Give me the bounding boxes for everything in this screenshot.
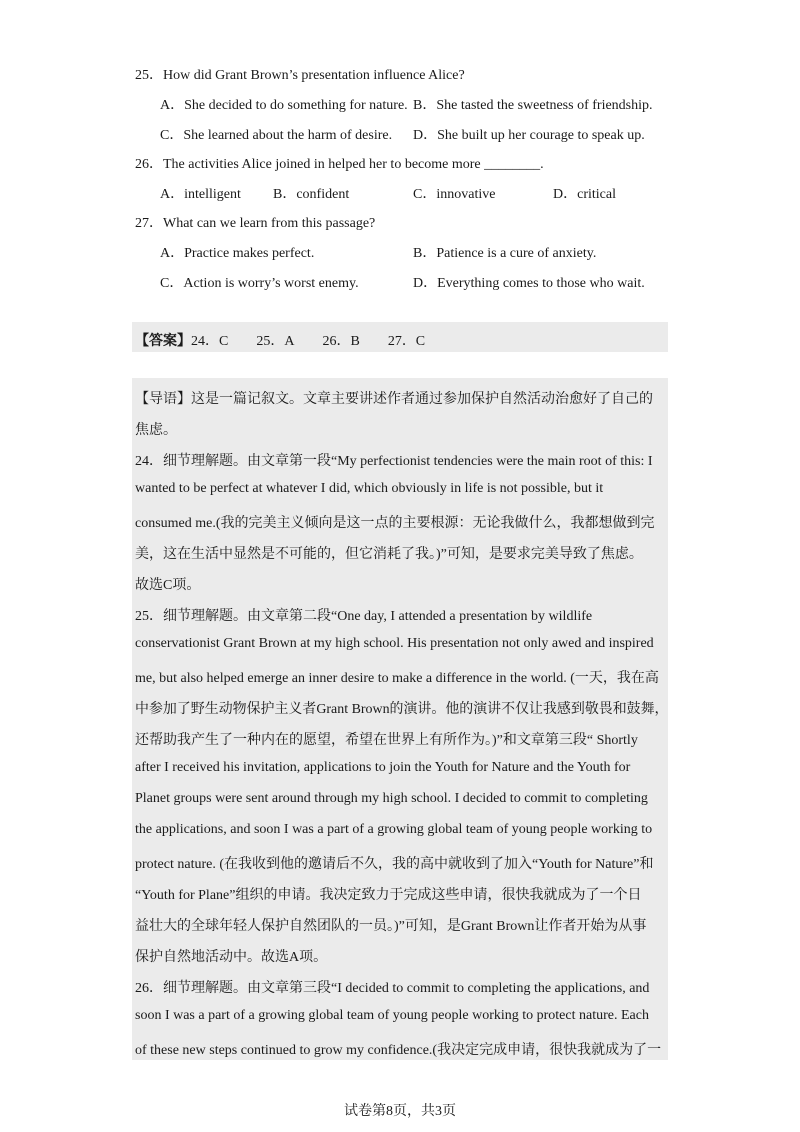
answer-item: 26．B: [322, 334, 360, 349]
answer-line: [135, 330, 425, 350]
option-d: D．Everything comes to those who wait.: [413, 276, 645, 291]
analysis-line: “Youth for Plane”组织的申请。我决定致力于完成这些申请，很快我就成为了一个日: [135, 888, 642, 903]
option-d: D．critical: [553, 187, 616, 202]
analysis-line: 焦虑。: [135, 423, 177, 438]
analysis-line: 美，这在生活中显然是不可能的，但它消耗了我。)”可知，是要求完美导致了焦虑。: [135, 547, 643, 562]
option-a: A．She decided to do something for nature.: [160, 98, 408, 113]
analysis-line: wanted to be perfect at whatever I did, which obviously in life is not possible, but it: [135, 481, 604, 496]
analysis-line: 保护自然地活动中。故选A项。: [135, 950, 328, 965]
option-a: A．Practice makes perfect.: [160, 246, 315, 261]
analysis-line: 故选C项。: [135, 578, 201, 593]
option-b: B．She tasted the sweetness of friendship.: [413, 98, 653, 113]
option-a: A．intelligent: [160, 187, 241, 202]
analysis-line: after I received his invitation, applications to join the Youth for Nature and the Youth for: [135, 760, 631, 775]
option-c: C．She learned about the harm of desire.: [160, 128, 393, 143]
option-c: C．innovative: [413, 187, 496, 202]
analysis-line: 24．细节理解题。由文章第一段“My perfectionist tendencies were the main root of this: I: [135, 454, 653, 469]
answer-item: 24．C: [191, 334, 229, 349]
analysis-line: 25．细节理解题。由文章第二段“One day, I attended a presentation by wildlife: [135, 609, 593, 624]
option-b: B．Patience is a cure of anxiety.: [413, 246, 597, 261]
answer-item: 25．A: [256, 334, 295, 349]
analysis-line: the applications, and soon I was a part of a growing global team of young people working to: [135, 822, 653, 837]
analysis-line: protect nature. (在我收到他的邀请后不久，我的高中就收到了加入“Youth for Nature”和: [135, 857, 654, 872]
analysis-line: conservationist Grant Brown at my high school. His presentation not only awed and inspired: [135, 636, 654, 651]
analysis-line: me, but also helped emerge an inner desire to make a difference in the world. (一天，我在高: [135, 671, 659, 686]
analysis-line: soon I was a part of a growing global team of young people working to protect nature. Each: [135, 1008, 649, 1023]
analysis-line: of these new steps continued to grow my confidence.(我决定完成申请，很快我就成为了一: [135, 1043, 662, 1058]
answer-label: 【答案】: [135, 334, 191, 349]
question-stem: 27．What can we learn from this passage?: [135, 216, 376, 231]
analysis-line: 还帮助我产生了一种内在的愿望，希望在世界上有所作为。)”和文章第三段“ Shortly: [135, 733, 638, 748]
page-footer: 试卷第8页，共3页: [344, 1104, 456, 1119]
option-b: B．confident: [273, 187, 350, 202]
analysis-line: 【导语】这是一篇记叙文。文章主要讲述作者通过参加保护自然活动治愈好了自己的: [135, 392, 653, 407]
option-d: D．She built up her courage to speak up.: [413, 128, 645, 143]
analysis-line: 26．细节理解题。由文章第三段“I decided to commit to completing the applications, and: [135, 981, 650, 996]
analysis-line: 中参加了野生动物保护主义者Grant Brown的演讲。他的演讲不仅让我感到敬畏和鼓舞，: [135, 702, 669, 717]
analysis-line: 益壮大的全球年轻人保护自然团队的一员。)”可知，是Grant Brown让作者开始为从事: [135, 919, 647, 934]
question-stem: 25．How did Grant Brown’s presentation influence Alice?: [135, 68, 465, 83]
option-c: C．Action is worry’s worst enemy.: [160, 276, 359, 291]
analysis-line: Planet groups were sent around through my high school. I decided to commit to completing: [135, 791, 648, 806]
analysis-line: consumed me.(我的完美主义倾向是这一点的主要根源：无论我做什么，我都想做到完: [135, 516, 655, 531]
answer-item: 27．C: [387, 334, 426, 349]
question-stem: 26．The activities Alice joined in helped her to become more ________.: [135, 157, 544, 172]
